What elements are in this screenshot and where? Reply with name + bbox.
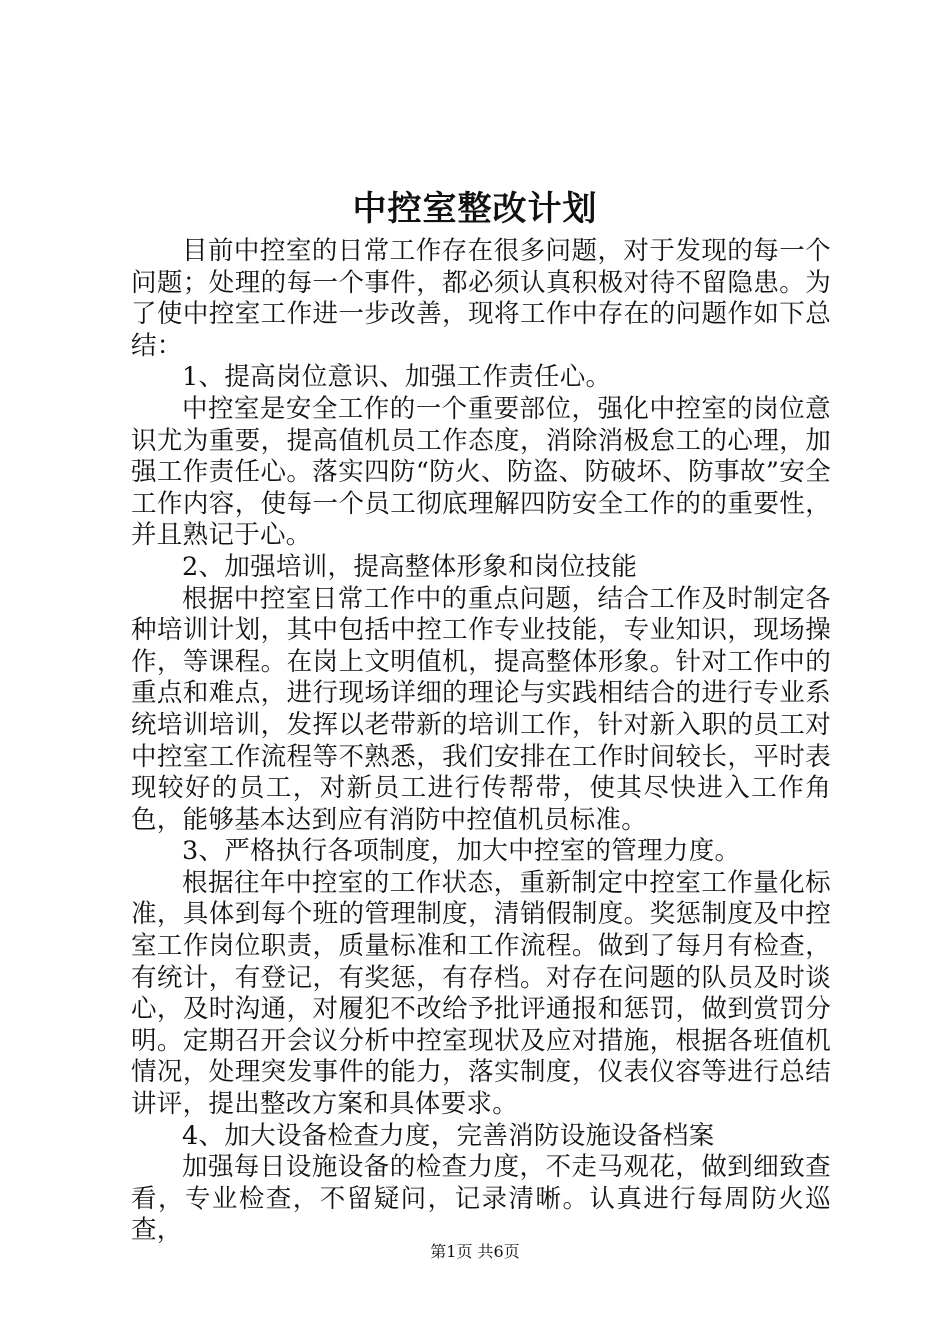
paragraph-section-1: 中控室是安全工作的一个重要部位，强化中控室的岗位意识尤为重要，提高值机员工作态度，消除消极怠工的心理，加强工作责任心。落实四防“防火、防盗、防破坏、防事故”安全工作内容，使每一个员工彻底理解四防安全工作的的重要性，并且熟记于心。: [131, 393, 831, 551]
paragraph-intro: 目前中控室的日常工作存在很多问题，对于发现的每一个问题；处理的每一个事件，都必须认真积极对待不留隐患。为了使中控室工作进一步改善，现将工作中存在的问题作如下总结：: [131, 236, 831, 361]
paragraph-section-3: 根据往年中控室的工作状态，重新制定中控室工作量化标准，具体到每个班的管理制度，清销假制度。奖惩制度及中控室工作岗位职责，质量标准和工作流程。做到了每月有检查，有统计，有登记，有奖惩，有存档。对存在问题的队员及时谈心，及时沟通，对履犯不改给予批评通报和惩罚，做到赏罚分明。定期召开会议分析中控室现状及应对措施，根据各班值机情况，处理突发事件的能力，落实制度，仪表仪容等进行总结讲评，提出整改方案和具体要求。: [131, 867, 831, 1120]
document-body: [131, 236, 831, 1247]
paragraph-section-4: 加强每日设施设备的检查力度，不走马观花，做到细致查看，专业检查，不留疑问，记录清晰。认真进行每周防火巡查，: [131, 1152, 831, 1246]
paragraph-section-2: 根据中控室日常工作中的重点问题，结合工作及时制定各种培训计划，其中包括中控工作专业技能，专业知识，现场操作，等课程。在岗上文明值机，提高整体形象。针对工作中的重点和难点，进行现场详细的理论与实践相结合的进行专业系统培训培训，发挥以老带新的培训工作，针对新入职的员工对中控室工作流程等不熟悉，我们安排在工作时间较长，平时表现较好的员工，对新员工进行传帮带，使其尽快进入工作角色，能够基本达到应有消防中控值机员标准。: [131, 583, 831, 835]
section-heading-4: 4、加大设备检查力度，完善消防设施设备档案: [182, 1120, 715, 1151]
section-heading-2: 2、加强培训，提高整体形象和岗位技能: [182, 551, 638, 582]
section-heading-1: 1、提高岗位意识、加强工作责任心。: [182, 362, 612, 393]
document-title: 中控室整改计划: [352, 189, 598, 229]
section-heading-3: 3、严格执行各项制度，加大中控室的管理力度。: [182, 836, 741, 867]
page-number-footer: 第1页 共6页: [430, 1242, 520, 1261]
